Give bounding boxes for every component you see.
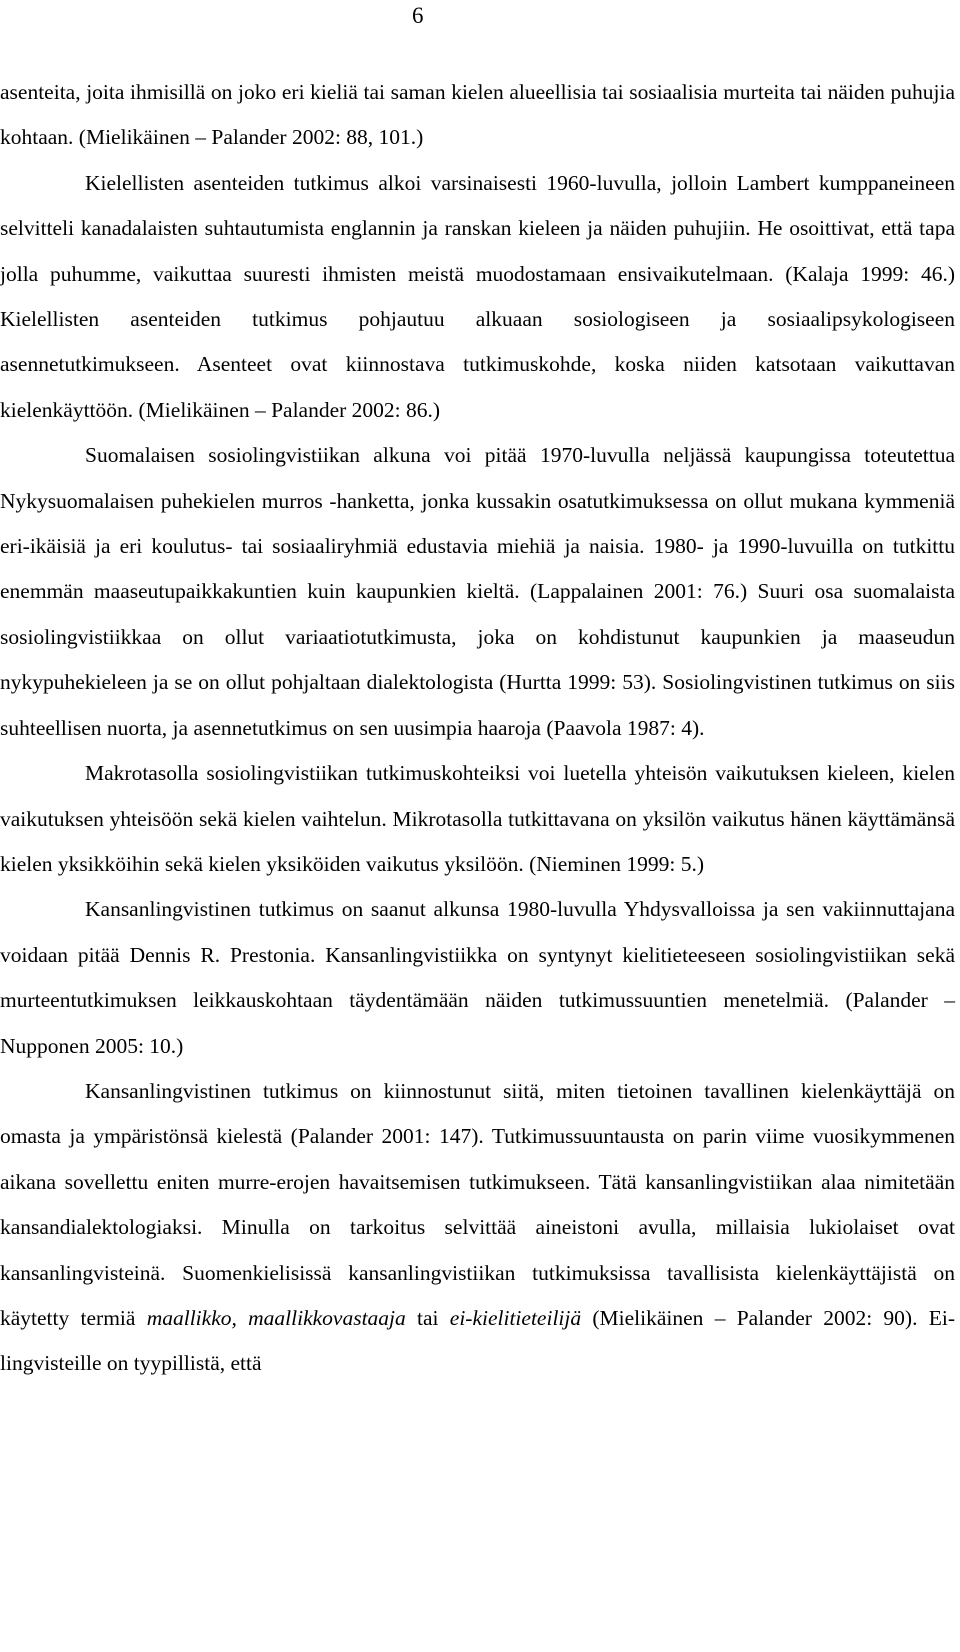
body-text bbox=[0, 70, 955, 1387]
paragraph-text: (Mielikäinen – Palander 2002: 90). Ei-lingvisteille on tyypillistä, että bbox=[0, 1305, 955, 1376]
paragraph-text: tai bbox=[405, 1305, 450, 1330]
paragraph-text: asenteita, joita ihmisillä on joko eri kieliä tai saman kielen alueellisia tai sosiaalisia murteita tai näiden puhujia kohtaan. (Mielikäinen – Palander 2002: 88, 101.) bbox=[0, 80, 955, 150]
paragraph bbox=[0, 1069, 955, 1387]
paragraph bbox=[0, 161, 955, 433]
italic-term: ei-kielitieteilijä bbox=[449, 1305, 582, 1330]
paragraph-text: Kielellisten asenteiden tutkimus alkoi varsinaisesti 1960-luvulla, jolloin Lambert kumppaneineen selvitteli kanadalaisten suhtautumista englannin ja ranskan kieleen ja näiden puhujiin. He osoittivat, että tapa jolla puhumme, vaikuttaa suuresti ihmisten meistä muodostamaan ensivaikutelmaan. (Kalaja 1999: 46.) Kielellisten asenteiden tutkimus pohjautuu alkuaan sosiologiseen ja sosiaalipsykologiseen asennetutkimukseen. Asenteet ovat kiinnostava tutkimuskohde, koska niiden katsotaan vaikuttavan kielenkäyttöön. (Mielikäinen – Palander 2002: 86.) bbox=[0, 170, 955, 422]
italic-term: maallikko, maallikkovastaaja bbox=[146, 1305, 406, 1330]
paragraph-text: Kansanlingvistinen tutkimus on kiinnostunut siitä, miten tietoinen tavallinen kielenkäyttäjä on omasta ja ympäristönsä kielestä (Palander 2001: 147). Tutkimussuuntausta on parin viime vuosikymmenen aikana sovellettu eniten murre-erojen havaitsemisen tutkimukseen. Tätä kansanlingvistiikan alaa nimitetään kansandialektologiaksi. Minulla on tarkoitus selvittää aineistoni avulla, millaisia lukiolaiset ovat kansanlingvisteinä. Suomenkielisissä kansanlingvistiikan tutkimuksissa tavallisista kielenkäyttäjistä on käytetty termiä bbox=[0, 1078, 955, 1330]
paragraph-text: Makrotasolla sosiolingvistiikan tutkimuskohteiksi voi luetella yhteisön vaikutuksen kieleen, kielen vaikutuksen yhteisöön sekä kielen vaihtelun. Mikrotasolla tutkittavana on yksilön vaikutus hänen käyttämänsä kielen yksikköihin sekä kielen yksiköiden vaikutus yksilöön. (Nieminen 1999: 5.) bbox=[0, 761, 955, 876]
paragraph bbox=[0, 70, 955, 161]
paragraph bbox=[0, 887, 955, 1069]
paragraph bbox=[0, 751, 955, 887]
paragraph-text: Kansanlingvistinen tutkimus on saanut alkunsa 1980-luvulla Yhdysvalloissa ja sen vakiinnuttajana voidaan pitää Dennis R. Prestonia. Kansanlingvistiikka on syntynyt kielitieteeseen sosiolingvistiikan sekä murteentutkimuksen leikkauskohtaan täydentämään näiden tutkimussuuntien menetelmiä. (Palander – Nupponen 2005: 10.) bbox=[0, 897, 955, 1058]
paragraph bbox=[0, 433, 955, 751]
page-number: 6 bbox=[412, 3, 424, 28]
paragraph-text: Suomalaisen sosiolingvistiikan alkuna voi pitää 1970-luvulla neljässä kaupungissa toteutettua Nykysuomalaisen puhekielen murros -hanketta, jonka kussakin osatutkimuksessa on ollut mukana kymmeniä eri-ikäisiä ja eri koulutus- tai sosiaaliryhmiä edustavia miehiä ja naisia. 1980- ja 1990-luvuilla on tutkittu enemmän maaseutupaikkakuntien kuin kaupunkien kieltä. (Lappalainen 2001: 76.) Suuri osa suomalaista sosiolingvistiikkaa on ollut variaatiotutkimusta, joka on kohdistunut kaupunkien ja maaseudun nykypuhekieleen ja se on ollut pohjaltaan dialektologista (Hurtta 1999: 53). Sosiolingvistinen tutkimus on siis suhteellisen nuorta, ja asennetutkimus on sen uusimpia haaroja (Paavola 1987: 4). bbox=[0, 443, 955, 740]
